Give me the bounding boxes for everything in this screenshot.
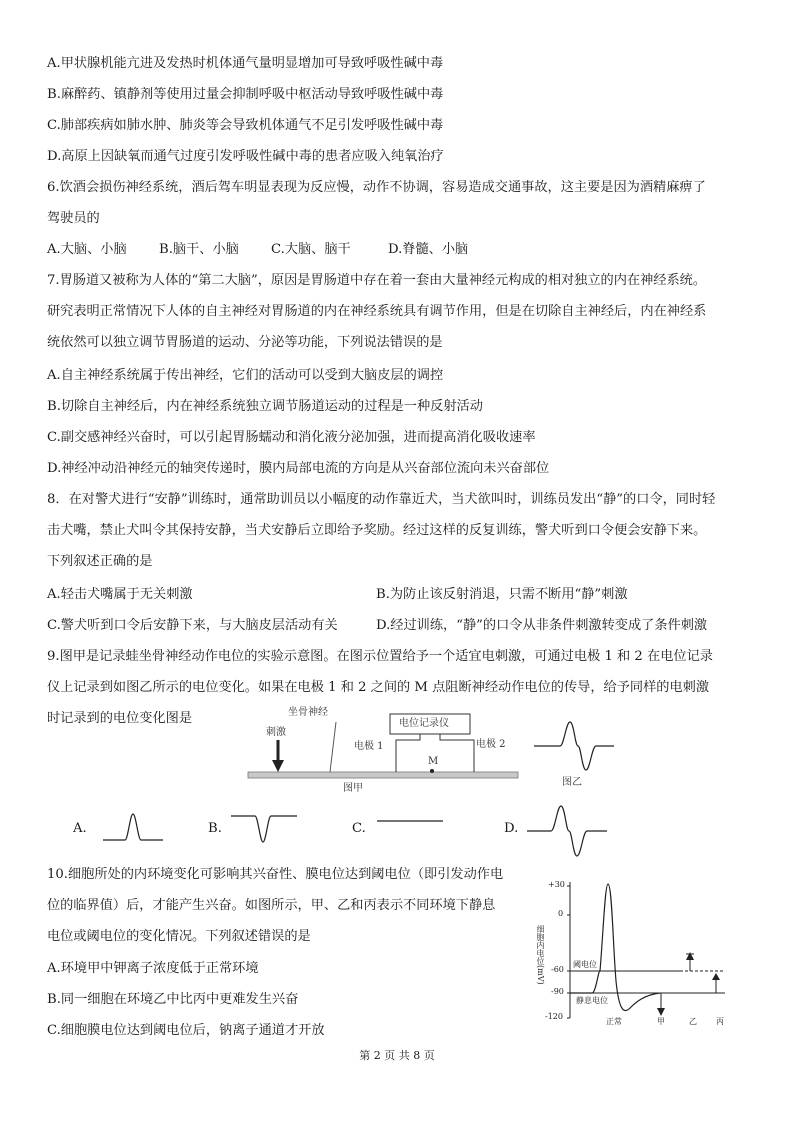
- label-jia: 甲: [657, 1017, 665, 1026]
- q7-stem-line1: 7.胃肠道又被称为人体的“第二大脑”，原因是胃肠道中存在着一套由大量神经元构成的相对独立的内在神经系统。: [47, 273, 707, 288]
- label-stimulus: 刺激: [266, 727, 286, 738]
- q8-stem-line2: 击犬嘴，禁止犬叫令其保持安静，当犬安静后立即给予奖励。经过这样的反复训练，警犬听到口令便会安静下来。: [47, 523, 707, 538]
- q7-option-d: D.神经冲动沿神经元的轴突传递时，膜内局部电流的方向是从兴奋部位流向未兴奋部位: [47, 461, 550, 476]
- q9-option-a: A.: [73, 821, 87, 836]
- q10-stem-line3: 电位或阈电位的变化情况。下列叙述错误的是: [47, 929, 311, 944]
- label-bing: 丙: [716, 1017, 724, 1026]
- q6-stem-line1: 6.饮酒会损伤神经系统，酒后驾车明显表现为反应慢，动作不协调，容易造成交通事故，这主要是因为酒精麻痹了: [47, 180, 706, 195]
- stimulus-arrow-head: [272, 760, 284, 772]
- label-recorder: 电位记录仪: [399, 718, 449, 729]
- y-axis-label: 细胞内电位(mV): [536, 925, 545, 985]
- q10-option-b: B.同一细胞在环境乙中比丙中更难发生兴奋: [47, 992, 299, 1007]
- q10-stem-line2: 位的临界值）后，才能产生兴奋。如图所示，甲、乙和丙表示不同环境下静息: [47, 898, 496, 913]
- label-electrode-2: 电极 2: [476, 739, 506, 750]
- q8-stem-line1: 8．在对警犬进行“安静”训练时，通常助训员以小幅度的动作靠近犬，当犬欲叫时，训练员发出“静”的口令，同时轻: [47, 492, 716, 507]
- q9-option-b-waveform: [231, 812, 297, 846]
- q9-figure-b: [534, 718, 614, 774]
- q9-option-d: D.: [504, 821, 519, 836]
- y-tick-plus30: +30: [548, 880, 565, 889]
- q7-option-c: C.副交感神经兴奋时，可以引起胃肠蠕动和消化液分泌加强，进而提高消化吸收速率: [47, 430, 536, 445]
- label-m: M: [428, 756, 439, 767]
- y-tick-minus60: -60: [551, 965, 564, 974]
- nerve-pointer-line: [330, 722, 336, 772]
- q9-stem-line1: 9.图甲是记录蛙坐骨神经动作电位的实验示意图。在图示位置给予一个适宜电刺激，可通过电极 1 和 2 在电位记录: [47, 649, 713, 664]
- label-figure-b: 图乙: [562, 777, 582, 788]
- point-m: [430, 769, 434, 773]
- q7-stem-line3: 统依然可以独立调节胃肠道的运动、分泌等功能，下列说法错误的是: [47, 335, 443, 350]
- recorder-wire-right: [440, 734, 474, 772]
- nerve-fiber: [248, 772, 518, 778]
- q10-stem-line1: 10.细胞所处的内环境变化可影响其兴奋性、膜电位达到阈电位（即引发动作电: [47, 867, 504, 882]
- q10-membrane-potential-graph: [540, 876, 740, 1024]
- label-figure-a: 图甲: [343, 783, 363, 794]
- q6-option-b: B.脑干、小脑: [159, 242, 239, 257]
- q6-option-d: D.脊髓、小脑: [388, 242, 469, 257]
- biphasic-waveform: [534, 722, 614, 770]
- action-potential-curve: [570, 884, 660, 1011]
- label-resting: 静息电位: [576, 996, 608, 1005]
- q9-option-a-waveform: [103, 810, 163, 842]
- q9-option-d-waveform: [527, 804, 607, 858]
- q8-option-d: D.经过训练，“静”的口令从非条件刺激转变成了条件刺激: [376, 618, 708, 633]
- q8-option-c: C.警犬听到口令后安静下来，与大脑皮层活动有关: [47, 618, 338, 633]
- label-threshold: 阈电位: [573, 960, 597, 969]
- label-yi: 乙: [689, 1017, 697, 1026]
- q7-option-b: B.切除自主神经后，内在神经系统独立调节肠道运动的过程是一种反射活动: [47, 399, 483, 414]
- label-sciatic-nerve: 坐骨神经: [288, 707, 328, 718]
- q7-option-a: A.自主神经系统属于传出神经，它们的活动可以受到大脑皮层的调控: [47, 368, 444, 383]
- q6-stem-line2: 驾驶员的: [47, 211, 100, 226]
- label-electrode-1: 电极 1: [354, 741, 384, 752]
- recorder-wire-left: [396, 734, 420, 772]
- page-footer: 第 2 页 共 8 页: [359, 1049, 435, 1062]
- q5-option-c: C.肺部疾病如肺水肿、肺炎等会导致机体通气不足引发呼吸性碱中毒: [47, 118, 444, 133]
- q5-option-a: A.甲状腺机能亢进及发热时机体通气量明显增加可导致呼吸性碱中毒: [47, 56, 444, 71]
- q6-option-c: C.大脑、脑干: [271, 242, 351, 257]
- q7-stem-line2: 研究表明正常情况下人体的自主神经对胃肠道的内在神经系统具有调节作用，但是在切除自主神经后，内在神经系: [47, 304, 707, 319]
- y-tick-0: 0: [558, 909, 564, 918]
- q8-option-a: A.轻击犬嘴属于无关刺激: [47, 587, 193, 602]
- q10-option-a: A.环境甲中钾离子浓度低于正常环境: [47, 961, 259, 976]
- q8-stem-line3: 下列叙述正确的是: [47, 554, 153, 569]
- y-tick-minus120: -120: [545, 1012, 563, 1021]
- q9-option-c-waveform: [377, 818, 443, 824]
- y-tick-minus90: -90: [551, 987, 564, 996]
- q9-stem-line3: 时记录到的电位变化图是: [47, 711, 193, 726]
- q6-option-a: A.大脑、小脑: [47, 242, 127, 257]
- q5-option-b: B.麻醉药、镇静剂等使用过量会抑制呼吸中枢活动导致呼吸性碱中毒: [47, 87, 444, 102]
- q9-stem-line2: 仪上记录到如图乙所示的电位变化。如果在电极 1 和 2 之间的 M 点阻断神经动作电位的传导，给予同样的电刺激: [47, 680, 710, 695]
- q8-option-b: B.为防止该反射消退，只需不断用“静”刺激: [376, 587, 628, 602]
- label-normal: 正常: [606, 1017, 622, 1026]
- q9-option-c: C.: [352, 821, 366, 836]
- q5-option-d: D.高原上因缺氧而通气过度引发呼吸性碱中毒的患者应吸入纯氧治疗: [47, 149, 444, 164]
- q9-option-b: B.: [208, 821, 222, 836]
- q10-option-c: C.细胞膜电位达到阈电位后，钠离子通道才开放: [47, 1023, 325, 1038]
